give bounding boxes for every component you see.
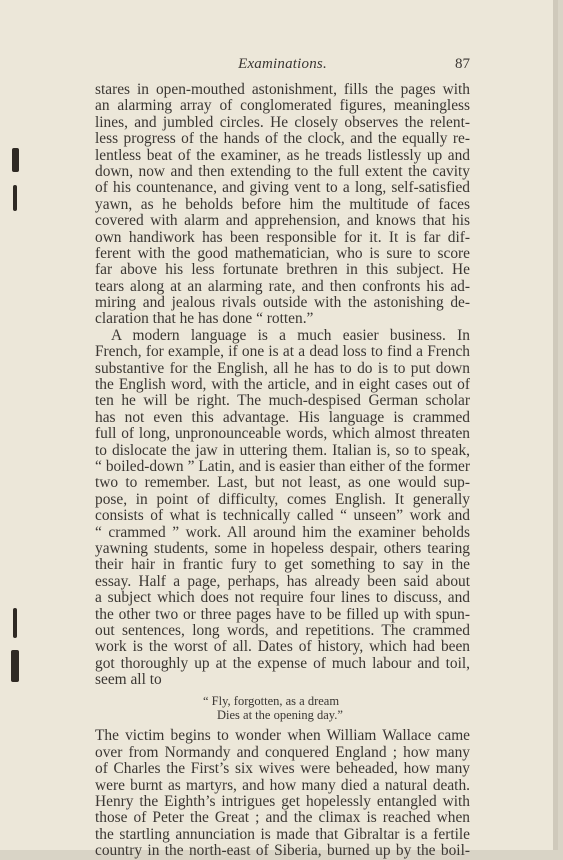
page-number: 87 bbox=[455, 56, 470, 72]
binding-mark-4 bbox=[11, 650, 19, 682]
text-line: essay. Half a page, perhaps, has already been said about bbox=[95, 572, 470, 590]
paragraph-3 bbox=[95, 728, 470, 859]
text-line: over from Normandy and conquered England ; how many bbox=[95, 743, 470, 761]
binding-mark-3 bbox=[13, 608, 17, 638]
text-line: those of Peter the Great ; and the climax is reached when bbox=[95, 809, 470, 827]
text-line: ferent with the good mathematician, who is sure to score bbox=[95, 244, 470, 262]
paragraph-2 bbox=[95, 328, 470, 689]
text-line: work is the worst of all. Dates of history, which had been bbox=[95, 638, 470, 656]
text-line: lines, and jumbled circles. He closely observes the relent- bbox=[95, 113, 470, 131]
text-line: to dislocate the jaw in uttering them. Italian is, so to speak, bbox=[95, 441, 470, 459]
text-line: less progress of the hands of the clock, and the equally re- bbox=[95, 130, 470, 148]
text-line: the startling annunciation is made that Gibraltar is a fertile bbox=[95, 825, 470, 843]
text-line: ten he will be right. The much-despised German scholar bbox=[95, 392, 470, 410]
text-line: of his countenance, and giving vent to a long, self-satisfied bbox=[95, 179, 470, 197]
text-line: claration that he has done “ rotten.” bbox=[95, 310, 314, 328]
text-line: miring and jealous rivals outside with the astonishing de- bbox=[95, 294, 470, 312]
binding-mark-1 bbox=[12, 148, 19, 172]
text-line: their hair in frantic fury to get something to say in the bbox=[95, 556, 470, 574]
text-line: own handiwork has been responsible for it. It is far dif- bbox=[95, 228, 470, 246]
text-line: stares in open-mouthed astonishment, fills the pages with bbox=[95, 81, 470, 98]
running-head bbox=[95, 56, 470, 76]
text-line: seem all to bbox=[95, 671, 162, 689]
page-edge bbox=[553, 0, 558, 850]
text-line: down, now and then extending to the full extent the cavity bbox=[95, 162, 470, 180]
text-line: The victim begins to wonder when William Wallace came bbox=[95, 727, 470, 745]
verse-line: Dies at the opening day.” bbox=[217, 708, 343, 723]
text-line: of Charles the First’s six wives were beheaded, how many bbox=[95, 760, 470, 778]
text-line: French, for example, if one is at a dead loss to find a French bbox=[95, 343, 470, 361]
text-line: an alarming array of conglomerated figures, meaningless bbox=[95, 97, 470, 115]
text-line: out sentences, long words, and repetitions. The crammed bbox=[95, 621, 470, 639]
text-line: far above his less fortunate brethren in this subject. He bbox=[95, 261, 470, 279]
text-line: tears along at an alarming rate, and then confronts his ad- bbox=[95, 277, 470, 295]
verse-quotation bbox=[95, 694, 470, 722]
text-line: yawning students, some in hopeless despair, others tearing bbox=[95, 539, 470, 557]
text-line: got thoroughly up at the expense of much labour and toil, bbox=[95, 654, 470, 672]
text-line: covered with alarm and apprehension, and knows that his bbox=[95, 212, 470, 230]
text-line: pose, in point of difficulty, comes English. It generally bbox=[95, 490, 470, 508]
text-line: “ crammed ” work. All around him the examiner beholds bbox=[95, 523, 470, 541]
text-line: full of long, unpronounceable words, which almost threaten bbox=[95, 425, 470, 443]
text-line: consists of what is technically called “ unseen” work and bbox=[95, 507, 470, 525]
text-line: two to remember. Last, but not least, as one would sup- bbox=[95, 474, 470, 492]
running-title: Examinations. bbox=[238, 56, 327, 72]
text-line: the other two or three pages have to be filled up with spun- bbox=[95, 605, 470, 623]
text-line: A modern language is a much easier business. In bbox=[111, 326, 470, 344]
text-line: substantive for the English, all he has to do is to put down bbox=[95, 359, 470, 377]
paragraph-1 bbox=[95, 82, 470, 328]
binding-mark-2 bbox=[13, 185, 17, 211]
text-line: the English word, with the article, and in eight cases out of bbox=[95, 376, 470, 394]
text-line: country in the north-east of Siberia, burned up by the boil- bbox=[95, 842, 470, 860]
body-text bbox=[95, 82, 470, 860]
text-line: has not even this advantage. His language is crammed bbox=[95, 408, 470, 426]
text-line: Henry the Eighth’s intrigues get hopelessly entangled with bbox=[95, 793, 470, 811]
text-line: lentless beat of the examiner, as he treads listlessly up and bbox=[95, 146, 470, 164]
text-line: yawn, as he beholds before him the multitude of faces bbox=[95, 195, 470, 213]
text-line: a subject which does not require four lines to discuss, and bbox=[95, 589, 470, 607]
text-line: “ boiled-down ” Latin, and is easier than either of the former bbox=[95, 457, 470, 475]
verse-line: “ Fly, forgotten, as a dream bbox=[203, 694, 340, 709]
text-line: were burnt as martyrs, and how many died a natural death. bbox=[95, 776, 470, 794]
